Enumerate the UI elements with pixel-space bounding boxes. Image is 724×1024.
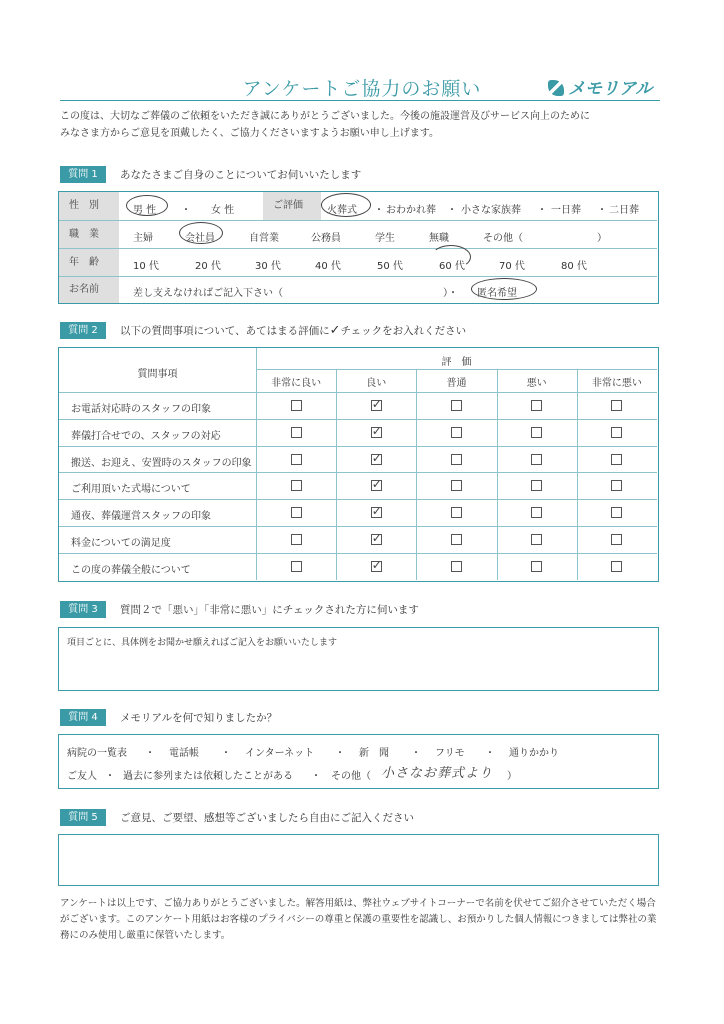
age-40[interactable]: 40 代 <box>315 261 341 272</box>
age-30[interactable]: 30 代 <box>255 261 281 272</box>
intro-text <box>60 108 670 142</box>
age-50[interactable]: 50 代 <box>377 261 403 272</box>
footer-line-1: アンケートは以上です、ご協力ありがとうございました。解答用紙は、弊社ウェブサイトコーナーで名前を伏せてご紹介させていただく場合 <box>60 898 656 909</box>
style-circle-mark <box>321 193 371 217</box>
separator: ・ <box>411 748 421 759</box>
scale-header-2: 普通 <box>446 378 467 389</box>
rating-checkbox[interactable] <box>611 534 622 545</box>
style-kasoushiki[interactable]: 火葬式 <box>327 205 357 216</box>
rating-checkbox[interactable] <box>291 561 302 572</box>
intro-line-1: この度は、大切なご葬儀のご依頼をいただき誠にありがとうございました。今後の施設運営及びサービス向上のために <box>60 111 590 122</box>
q1-badge: 質問 1 <box>60 166 106 183</box>
separator: ・ <box>374 205 384 216</box>
scale-header-0: 非常に良い <box>271 378 322 389</box>
style-futsukasou[interactable]: 二日葬 <box>609 205 639 216</box>
q2-tick-glyph: ✓ <box>329 323 341 338</box>
rating-checkbox[interactable] <box>291 480 302 491</box>
separator: ・ <box>311 771 321 782</box>
separator: ・ <box>335 748 345 759</box>
q3-badge: 質問 3 <box>60 601 106 618</box>
survey-item-label: 通夜、葬儀運営スタッフの印象 <box>71 511 211 523</box>
q5-badge: 質問 5 <box>60 809 106 826</box>
q4-box <box>58 734 659 789</box>
survey-item-label: ご利用頂いた式場について <box>71 484 191 496</box>
job-student[interactable]: 学生 <box>375 233 395 244</box>
source-passing-by[interactable]: 通りかかり <box>509 748 559 759</box>
footer-line-3: 務にのみ使用し厳重に保管いたします。 <box>60 930 231 941</box>
source-furimo[interactable]: フリモ <box>435 748 465 759</box>
male-option[interactable]: 男 性 <box>133 205 157 216</box>
job-unemployed[interactable]: 無職 <box>429 233 449 244</box>
rating-checkbox[interactable] <box>531 400 542 411</box>
rating-checkbox[interactable] <box>451 400 462 411</box>
rating-label: ご評価 <box>263 192 321 220</box>
rating-checkbox[interactable] <box>451 480 462 491</box>
footer-text <box>60 896 670 944</box>
source-phonebook[interactable]: 電話帳 <box>169 748 199 759</box>
source-friend[interactable]: ご友人 <box>67 771 97 782</box>
anonymous-option[interactable]: 匿名希望 <box>477 288 517 299</box>
check-mark-icon: ✓ <box>371 477 382 492</box>
rating-checkbox[interactable] <box>611 427 622 438</box>
age-10[interactable]: 10 代 <box>133 261 159 272</box>
job-housewife[interactable]: 主婦 <box>133 233 153 244</box>
source-other[interactable]: その他（ <box>331 771 371 782</box>
rating-checkbox[interactable] <box>531 454 542 465</box>
rating-checkbox[interactable] <box>371 423 382 438</box>
male-circle-mark <box>126 195 168 216</box>
q1-text: あなたさまご自身のことについてお伺いいたします <box>120 169 362 181</box>
source-hospital-list[interactable]: 病院の一覧表 <box>67 748 127 759</box>
rating-checkbox[interactable] <box>531 480 542 491</box>
job-self-employed[interactable]: 自営業 <box>249 233 279 244</box>
source-other-close: ） <box>507 771 517 782</box>
age-circle-mark <box>431 245 471 269</box>
rating-checkbox[interactable] <box>611 507 622 518</box>
job-company-employee[interactable]: 会社員 <box>185 233 215 244</box>
job-label: 職 業 <box>59 221 119 248</box>
check-mark-icon: ✓ <box>371 423 382 438</box>
rating-checkbox[interactable] <box>451 561 462 572</box>
name-close: ）・ <box>443 288 458 299</box>
rating-checkbox[interactable] <box>371 531 382 545</box>
footer-line-2: がございます。このアンケート用紙はお客様のプライバシーの尊重と保護の重要性を認識し、お預かりした個人情報につきましては弊社の業 <box>60 914 657 925</box>
rating-checkbox[interactable] <box>531 427 542 438</box>
rating-checkbox[interactable] <box>611 480 622 491</box>
source-past-attendance[interactable]: 過去に参列または依頼したことがある <box>123 771 293 782</box>
rating-checkbox[interactable] <box>451 454 462 465</box>
separator: ・ <box>597 205 607 216</box>
gender-label: 性 別 <box>59 192 119 220</box>
separator: ・ <box>447 205 457 216</box>
female-option[interactable]: 女 性 <box>211 205 235 216</box>
rating-checkbox[interactable] <box>451 507 462 518</box>
rating-checkbox[interactable] <box>371 450 382 465</box>
q2-text-after: チェックをお入れください <box>340 325 467 337</box>
q3-text: 質問２で「悪い」「非常に悪い」にチェックされた方に伺います <box>120 604 419 616</box>
separator: ・ <box>105 771 115 782</box>
q2-text <box>120 323 466 338</box>
q1-table <box>58 191 659 304</box>
brand-logo <box>548 74 652 99</box>
job-civil-servant[interactable]: 公務員 <box>311 233 341 244</box>
rating-checkbox[interactable] <box>611 561 622 572</box>
separator: ・ <box>221 748 231 759</box>
survey-item-label: お電話対応時のスタッフの印象 <box>71 404 211 415</box>
job-other[interactable]: その他（ <box>483 233 523 244</box>
separator: ・ <box>537 205 547 216</box>
survey-item-label: 葬儀打合せでの、スタッフの対応 <box>71 430 221 442</box>
separator: ・ <box>485 748 495 759</box>
rating-checkbox[interactable] <box>291 400 302 411</box>
style-owakaresou[interactable]: おわかれ葬 <box>386 205 436 216</box>
rating-checkbox[interactable] <box>451 427 462 438</box>
check-mark-icon: ✓ <box>371 397 382 411</box>
rating-checkbox[interactable] <box>371 397 382 411</box>
rating-checkbox[interactable] <box>291 507 302 518</box>
check-mark-icon: ✓ <box>371 504 382 519</box>
q5-text: ご意見、ご要望、感想等ございましたら自由にご記入ください <box>120 812 414 824</box>
separator: ・ <box>145 748 155 759</box>
rating-checkbox[interactable] <box>371 477 382 492</box>
survey-item-label: 料金についての満足度 <box>71 538 171 549</box>
check-mark-icon: ✓ <box>371 557 382 572</box>
style-kazokusou[interactable]: 小さな家族葬 <box>461 205 521 216</box>
scale-header-1: 良い <box>366 378 387 389</box>
col-item-header: 質問事項 <box>137 369 178 380</box>
source-other-handwritten: 小さなお葬式より <box>381 766 494 781</box>
rating-checkbox[interactable] <box>371 557 382 572</box>
age-60[interactable]: 60 代 <box>439 261 465 272</box>
check-mark-icon: ✓ <box>371 531 382 545</box>
logo-text: メモリアル <box>568 79 653 99</box>
q2-text-main: 以下の質問事項について、あてはまる評価に <box>120 325 330 337</box>
q3-answer-box[interactable] <box>58 627 659 691</box>
header-rule <box>60 100 660 101</box>
separator: ・ <box>181 205 191 216</box>
rating-checkbox[interactable] <box>611 454 622 465</box>
rating-checkbox[interactable] <box>531 507 542 518</box>
job-other-close: ） <box>597 233 607 244</box>
col-eval-header: 評 価 <box>441 357 472 368</box>
rating-checkbox[interactable] <box>291 454 302 465</box>
age-20[interactable]: 20 代 <box>195 261 221 272</box>
name-instruction: 差し支えなければご記入下さい（ <box>133 288 283 299</box>
rating-checkbox[interactable] <box>371 504 382 519</box>
source-newspaper[interactable]: 新 聞 <box>359 748 389 759</box>
q2-table <box>58 347 659 582</box>
rating-checkbox[interactable] <box>291 534 302 545</box>
name-label: お名前 <box>59 277 119 303</box>
survey-item-label: この度の葬儀全般について <box>71 564 191 576</box>
q5-answer-box[interactable] <box>58 834 659 886</box>
job-circle-mark <box>179 222 223 244</box>
age-70[interactable]: 70 代 <box>499 261 525 272</box>
rating-checkbox[interactable] <box>531 561 542 572</box>
age-label: 年 齢 <box>59 249 119 276</box>
rating-checkbox[interactable] <box>611 400 622 411</box>
q4-badge: 質問 4 <box>60 709 106 726</box>
scale-header-3: 悪い <box>526 378 547 389</box>
rating-checkbox[interactable] <box>531 534 542 545</box>
q2-badge: 質問 2 <box>60 322 106 339</box>
scale-header-4: 非常に悪い <box>591 378 642 389</box>
style-ichinichisou[interactable]: 一日葬 <box>551 205 581 216</box>
check-mark-icon: ✓ <box>371 450 382 465</box>
survey-item-label: 搬送、お迎え、安置時のスタッフの印象 <box>71 457 252 469</box>
q3-note: 項目ごとに、具体例をお聞かせ願えればご記入をお願いいたします <box>67 638 338 648</box>
intro-line-2: みなさま方からご意見を頂戴したく、ご協力くださいますようお願い申し上げます。 <box>60 128 439 139</box>
age-80[interactable]: 80 代 <box>561 261 587 272</box>
rating-checkbox[interactable] <box>451 534 462 545</box>
q4-text: メモリアルを何で知りましたか？ <box>120 712 278 724</box>
source-internet[interactable]: インターネット <box>245 748 315 759</box>
logo-icon <box>548 80 564 96</box>
page-title: アンケートご協力のお願い <box>242 78 482 100</box>
anon-circle-mark <box>471 278 537 300</box>
rating-checkbox[interactable] <box>291 427 302 438</box>
